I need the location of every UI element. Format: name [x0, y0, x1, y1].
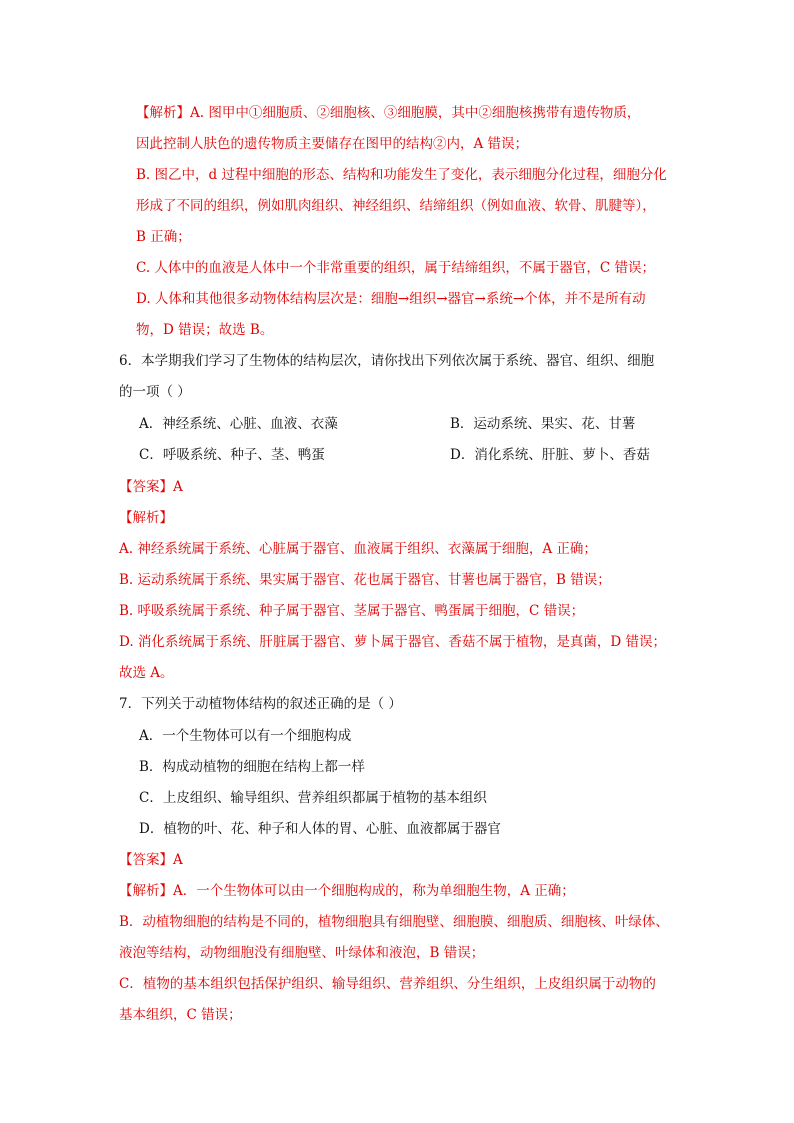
explanation-line: B 正确；: [136, 229, 191, 245]
answer-6: 【答案】A: [119, 479, 183, 495]
question-6-option-b: B．运动系统、果实、花、甘薯: [450, 416, 636, 432]
explanation-line: A. 神经系统属于系统、心脏属于器官、血液属于组织、衣藻属于细胞，A 正确；: [119, 541, 597, 557]
explanation-line: 形成了不同的组织，例如肌肉组织、神经组织、结缔组织（例如血液、软骨、肌腱等），: [136, 198, 656, 214]
question-6-stem: 的一项（ ）: [119, 384, 191, 400]
explanation-line: B. 图乙中，d 过程中细胞的形态、结构和功能发生了变化，表示细胞分化过程，细胞分化: [136, 167, 667, 183]
explanation-line: B．动植物细胞的结构是不同的，植物细胞具有细胞壁、细胞膜、细胞质、细胞核、叶绿体、: [119, 914, 669, 930]
answer-7: 【答案】A: [119, 852, 183, 868]
explanation-line: 因此控制人肤色的遗传物质主要储存在图甲的结构②内，A 错误；: [136, 136, 529, 152]
explanation-line: C. 人体中的血液是人体中一个非常重要的组织，属于结缔组织，不属于器官，C 错误；: [136, 260, 656, 276]
explanation-line: 故选 A。: [119, 665, 174, 681]
explanation-line: C．植物的基本组织包括保护组织、输导组织、营养组织、分生组织，上皮组织属于动物的: [119, 976, 656, 992]
question-6-option-c: C．呼吸系统、种子、茎、鸭蛋: [139, 447, 325, 463]
question-7-option-d: D．植物的叶、花、种子和人体的胃、心脏、血液都属于器官: [139, 821, 501, 837]
explanation-line: 【解析】A. 图甲中①细胞质、②细胞核、③细胞膜，其中②细胞核携带有遗传物质，: [136, 105, 641, 121]
explanation-line: 基本组织，C 错误；: [119, 1007, 242, 1023]
explanation-line: D. 人体和其他很多动物体结构层次是：细胞→组织→器官→系统→个体，并不是所有动: [136, 291, 646, 307]
explanation-line: B. 运动系统属于系统、果实属于器官、花也属于器官、甘薯也属于器官，B 错误；: [119, 572, 611, 588]
explanation-line: 液泡等结构，动物细胞没有细胞壁、叶绿体和液泡，B 错误；: [119, 945, 485, 961]
question-6-stem: 6．本学期我们学习了生物体的结构层次，请你找出下列依次属于系统、器官、组织、细胞: [119, 353, 655, 369]
explanation-line: D. 消化系统属于系统、肝脏属于器官、萝卜属于器官、香菇不属于植物，是真菌，D 错误；: [119, 634, 667, 650]
explanation-line: 【解析】A．一个生物体可以由一个细胞构成的，称为单细胞生物，A 正确；: [119, 883, 575, 899]
question-7-option-a: A．一个生物体可以有一个细胞构成: [139, 728, 352, 744]
explanation-line: B. 呼吸系统属于系统、种子属于器官、茎属于器官、鸭蛋属于细胞，C 错误；: [119, 603, 585, 619]
explanation-line: 物，D 错误；故选 B。: [136, 322, 274, 338]
question-7-stem: 7．下列关于动植物体结构的叙述正确的是（ ）: [119, 696, 402, 712]
explanation-6-heading: 【解析】: [119, 510, 173, 526]
question-6-option-a: A．神经系统、心脏、血液、衣藻: [139, 416, 338, 432]
question-6-option-d: D．消化系统、肝脏、萝卜、香菇: [450, 447, 650, 463]
question-7-option-c: C．上皮组织、输导组织、营养组织都属于植物的基本组织: [139, 790, 487, 806]
question-7-option-b: B．构成动植物的细胞在结构上都一样: [139, 759, 365, 775]
